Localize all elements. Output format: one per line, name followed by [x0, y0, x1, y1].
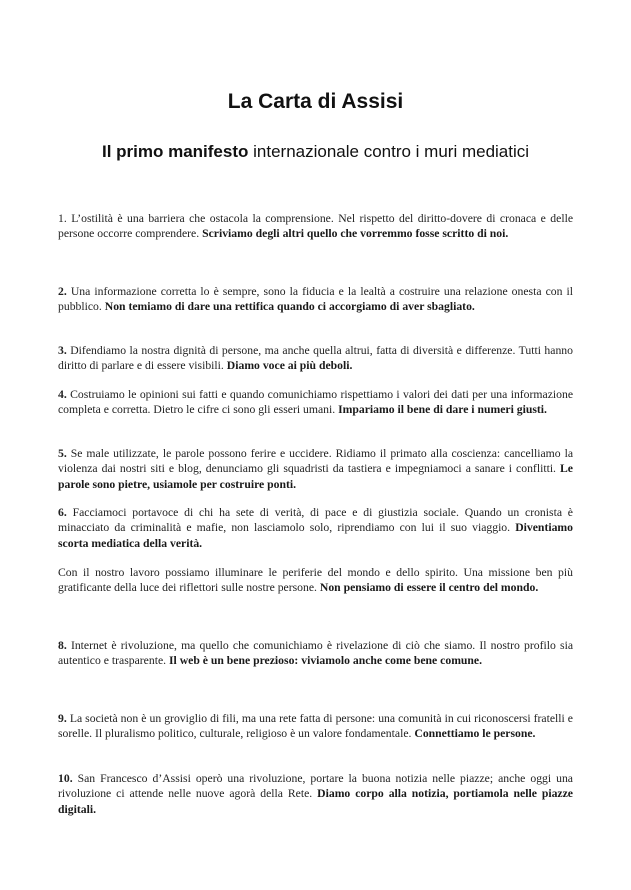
- paragraph-6: [58, 505, 573, 551]
- paragraph-bold: Le parole sono pietre, usiamole per costruire ponti.: [58, 462, 573, 491]
- paragraph-text: Facciamoci portavoce di chi ha sete di verità, di pace e di giustizia sociale. Quando un cronista è minacciato da criminalità e mafie, non lasciamolo solo, riprendiamo con lui il suo viaggio.: [58, 506, 573, 535]
- paragraph-text: Internet è rivoluzione, ma quello che comunichiamo è rivelazione di ciò che siamo. Il nostro profilo sia autentico e trasparente.: [58, 639, 574, 668]
- paragraph-number: 5.: [58, 447, 71, 460]
- paragraph-4: [58, 387, 573, 418]
- paragraph-number: 6.: [58, 506, 73, 519]
- paragraph-bold: Non pensiamo di essere il centro del mondo.: [319, 581, 539, 595]
- paragraph-bold: Non temiamo di dare una rettifica quando ci accorgiamo di aver sbagliato.: [104, 300, 475, 314]
- paragraph-bold: Il web è un bene prezioso: viviamolo anche come bene comune.: [168, 654, 483, 668]
- paragraph-text: Se male utilizzate, le parole possono ferire e uccidere. Ridiamo il primato alla coscienza: cancelliamo la violenza dai nostri siti e blog, denunciamo gli squadristi da tastiera e impegniamoci a sanare i conflitti.: [58, 447, 574, 476]
- paragraph-2: [58, 284, 573, 315]
- paragraph-text: L’ostilità è una barriera che ostacola la comprensione. Nel rispetto del diritto-dovere di cronaca e delle persone occorre comprendere.: [58, 212, 574, 241]
- paragraph-1: [58, 211, 573, 242]
- paragraph-text: Con il nostro lavoro possiamo illuminare le periferie del mondo e dello spirito. Una missione ben più gratificante della luce dei riflettori sulle nostre persone.: [58, 566, 573, 595]
- paragraph-text: Costruiamo le opinioni sui fatti e quando comunichiamo rispettiamo i valori dei dati per una informazione completa e corretta. Dietro le cifre ci sono gli esseri umani.: [58, 388, 574, 417]
- paragraph-bold: Scriviamo degli altri quello che vorremmo fosse scritto di noi.: [202, 227, 509, 241]
- subtitle-rest: internazionale contro i muri mediatici: [253, 142, 530, 161]
- paragraph-3: [58, 343, 573, 374]
- paragraph-number: 4.: [58, 388, 71, 401]
- paragraph-bold: Connettiamo le persone.: [414, 727, 536, 741]
- paragraph-text: La società non è un groviglio di fili, ma una rete fatta di persone: una comunità in cui riconoscersi fratelli e sorelle. Il pluralismo politico, culturale, religioso è un valore fondamentale.: [58, 712, 573, 741]
- paragraph-number: 8.: [58, 639, 71, 652]
- paragraph-5: [58, 446, 573, 492]
- paragraph-bold: Diamo corpo alla notizia, portiamola nelle piazze digitali.: [58, 787, 573, 816]
- paragraph-number: 9.: [58, 712, 70, 725]
- page-subtitle: [0, 142, 631, 162]
- paragraph-text: Una informazione corretta lo è sempre, sono la fiducia e la lealtà a costruire una relazione onesta con il pubblico.: [58, 285, 574, 314]
- paragraph-10: [58, 771, 573, 817]
- paragraph-bold: Impariamo il bene di dare i numeri giusti.: [338, 403, 547, 417]
- page-title: La Carta di Assisi: [227, 90, 404, 113]
- paragraph-bold: Diamo voce ai più deboli.: [226, 359, 353, 373]
- paragraph-text: Difendiamo la nostra dignità di persone, ma anche quella altrui, fatta di diversità e differenze. Tutti hanno diritto di parlare e di essere visibili.: [58, 344, 573, 373]
- paragraph-number: 2.: [58, 285, 71, 298]
- paragraph-number: 1.: [58, 212, 72, 225]
- paragraph-text: San Francesco d’Assisi operò una rivoluzione, portare la buona notizia nelle piazze; anche oggi una rivoluzione ci attende nelle nuove agorà della Rete.: [58, 772, 573, 801]
- paragraph-8: [58, 638, 573, 669]
- paragraph-number: 3.: [58, 344, 71, 357]
- paragraph-number: 10.: [58, 772, 78, 785]
- paragraph-bold: Diventiamo scorta mediatica della verità.: [58, 521, 573, 550]
- paragraph-7: [58, 565, 573, 596]
- paragraph-9: [58, 711, 573, 742]
- subtitle-bold: Il primo manifesto: [101, 142, 249, 161]
